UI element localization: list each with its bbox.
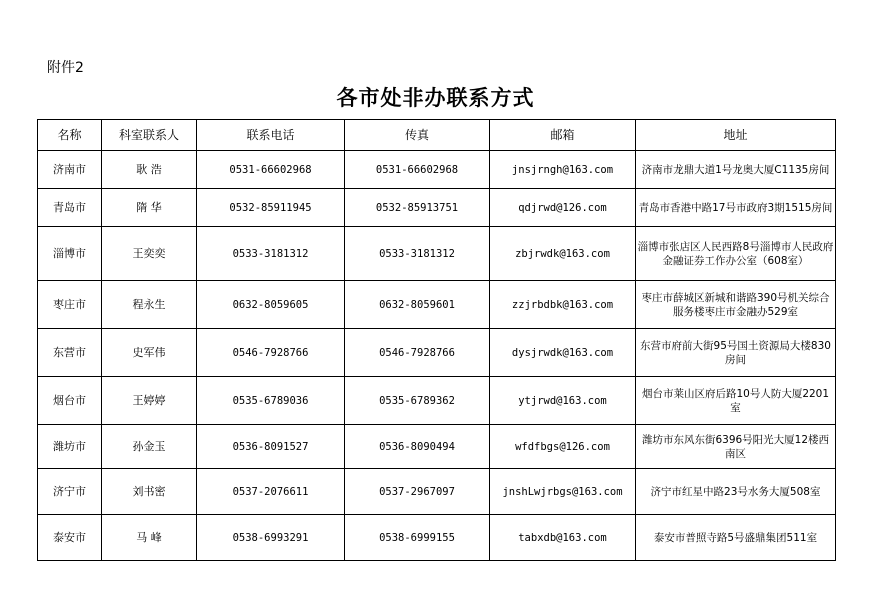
fax-cell: 0535-6789362 bbox=[345, 377, 490, 425]
header-name: 名称 bbox=[38, 120, 102, 151]
phone-cell: 0531-66602968 bbox=[197, 151, 345, 189]
fax-cell: 0532-85913751 bbox=[345, 189, 490, 227]
fax-cell: 0546-7928766 bbox=[345, 329, 490, 377]
table-row bbox=[38, 227, 836, 281]
contact-cell: 耿 浩 bbox=[102, 151, 197, 189]
phone-cell: 0537-2076611 bbox=[197, 469, 345, 515]
fax-cell: 0632-8059601 bbox=[345, 281, 490, 329]
page-title: 各市处非办联系方式 bbox=[336, 86, 535, 110]
city-cell: 东营市 bbox=[38, 329, 102, 377]
city-cell: 济宁市 bbox=[38, 469, 102, 515]
contact-cell: 刘书密 bbox=[102, 469, 197, 515]
table-row bbox=[38, 515, 836, 561]
contact-cell: 史军伟 bbox=[102, 329, 197, 377]
phone-cell: 0632-8059605 bbox=[197, 281, 345, 329]
table-row bbox=[38, 329, 836, 377]
table-header-row bbox=[38, 120, 836, 151]
city-cell: 烟台市 bbox=[38, 377, 102, 425]
email-cell: jnshLwjrbgs@163.com bbox=[490, 469, 636, 515]
address-cell: 东营市府前大街95号国土资源局大楼830房间 bbox=[636, 329, 836, 377]
address-cell: 泰安市普照寺路5号盛鼎集团511室 bbox=[636, 515, 836, 561]
header-email: 邮箱 bbox=[490, 120, 636, 151]
table-row bbox=[38, 469, 836, 515]
phone-cell: 0533-3181312 bbox=[197, 227, 345, 281]
city-cell: 泰安市 bbox=[38, 515, 102, 561]
table-row bbox=[38, 151, 836, 189]
address-cell: 淄博市张店区人民西路8号淄博市人民政府金融证券工作办公室（608室） bbox=[636, 227, 836, 281]
header-phone: 联系电话 bbox=[197, 120, 345, 151]
table-row bbox=[38, 425, 836, 469]
email-cell: jnsjrngh@163.com bbox=[490, 151, 636, 189]
fax-cell: 0531-66602968 bbox=[345, 151, 490, 189]
contact-cell: 王婷婷 bbox=[102, 377, 197, 425]
email-cell: zzjrbdbk@163.com bbox=[490, 281, 636, 329]
fax-cell: 0533-3181312 bbox=[345, 227, 490, 281]
header-contact: 科室联系人 bbox=[102, 120, 197, 151]
address-cell: 枣庄市薛城区新城和谐路390号机关综合服务楼枣庄市金融办529室 bbox=[636, 281, 836, 329]
phone-cell: 0532-85911945 bbox=[197, 189, 345, 227]
city-cell: 潍坊市 bbox=[38, 425, 102, 469]
address-cell: 济南市龙鼎大道1号龙奥大厦C1135房间 bbox=[636, 151, 836, 189]
city-cell: 济南市 bbox=[38, 151, 102, 189]
fax-cell: 0537-2967097 bbox=[345, 469, 490, 515]
contact-cell: 王奕奕 bbox=[102, 227, 197, 281]
phone-cell: 0538-6993291 bbox=[197, 515, 345, 561]
email-cell: dysjrwdk@163.com bbox=[490, 329, 636, 377]
table-row bbox=[38, 377, 836, 425]
email-cell: tabxdb@163.com bbox=[490, 515, 636, 561]
phone-cell: 0535-6789036 bbox=[197, 377, 345, 425]
email-cell: wfdfbgs@126.com bbox=[490, 425, 636, 469]
contact-cell: 隋 华 bbox=[102, 189, 197, 227]
address-cell: 济宁市红星中路23号水务大厦508室 bbox=[636, 469, 836, 515]
city-cell: 枣庄市 bbox=[38, 281, 102, 329]
city-cell: 淄博市 bbox=[38, 227, 102, 281]
phone-cell: 0546-7928766 bbox=[197, 329, 345, 377]
table-row bbox=[38, 189, 836, 227]
email-cell: ytjrwd@163.com bbox=[490, 377, 636, 425]
contacts-table bbox=[37, 119, 836, 561]
email-cell: qdjrwd@126.com bbox=[490, 189, 636, 227]
contact-cell: 孙金玉 bbox=[102, 425, 197, 469]
fax-cell: 0536-8090494 bbox=[345, 425, 490, 469]
table-row bbox=[38, 281, 836, 329]
header-address: 地址 bbox=[636, 120, 836, 151]
header-fax: 传真 bbox=[345, 120, 490, 151]
city-cell: 青岛市 bbox=[38, 189, 102, 227]
address-cell: 潍坊市东风东街6396号阳光大厦12楼西南区 bbox=[636, 425, 836, 469]
contact-cell: 马 峰 bbox=[102, 515, 197, 561]
address-cell: 烟台市莱山区府后路10号人防大厦2201室 bbox=[636, 377, 836, 425]
address-cell: 青岛市香港中路17号市政府3期1515房间 bbox=[636, 189, 836, 227]
contact-cell: 程永生 bbox=[102, 281, 197, 329]
attachment-label: 附件2 bbox=[47, 60, 84, 76]
phone-cell: 0536-8091527 bbox=[197, 425, 345, 469]
fax-cell: 0538-6999155 bbox=[345, 515, 490, 561]
email-cell: zbjrwdk@163.com bbox=[490, 227, 636, 281]
